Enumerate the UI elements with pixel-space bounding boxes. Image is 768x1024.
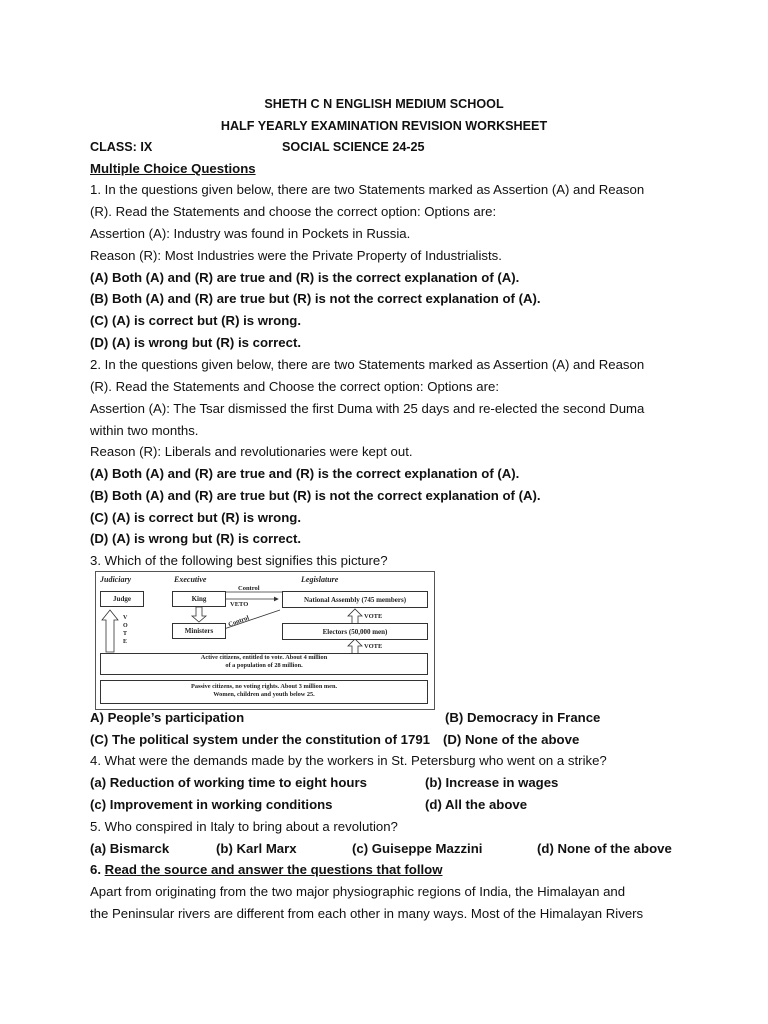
- q4-option-c: (c) Improvement in working conditions: [90, 797, 333, 812]
- diagram-assembly-box: National Assembly (745 members): [282, 591, 428, 608]
- q3-option-d: (D) None of the above: [443, 732, 580, 747]
- q1-option-c: (C) (A) is correct but (R) is wrong.: [90, 313, 301, 328]
- section-title: Multiple Choice Questions: [90, 161, 256, 176]
- active-citizens-line1: Active citizens, entitled to vote. About 4 million: [200, 654, 328, 661]
- q2-option-c: (C) (A) is correct but (R) is wrong.: [90, 510, 301, 525]
- q1-line1: 1. In the questions given below, there are two Statements marked as Assertion (A) and Reason: [90, 182, 645, 197]
- q6-heading: [90, 862, 442, 878]
- q2-reason: Reason (R): Liberals and revolutionaries were kept out.: [90, 444, 413, 459]
- q2-line2: (R). Read the Statements and Choose the correct option: Options are:: [90, 379, 500, 394]
- q2-assertion-2: within two months.: [90, 423, 199, 438]
- diagram-passive-citizens: [100, 680, 428, 704]
- diagram-vote-label-1: VOTE: [364, 613, 383, 620]
- subject-label: SOCIAL SCIENCE 24-25: [282, 140, 425, 154]
- q2-option-a: (A) Both (A) and (R) are true and (R) is the correct explanation of (A).: [90, 466, 520, 481]
- diagram-control-top: Control: [238, 585, 260, 592]
- q4-question: 4. What were the demands made by the workers in St. Petersburg who went on a strike?: [90, 753, 607, 768]
- q1-option-d: (D) (A) is wrong but (R) is correct.: [90, 335, 301, 350]
- diagram-judge-box: Judge: [100, 591, 144, 607]
- school-name: SHETH C N ENGLISH MEDIUM SCHOOL: [264, 97, 504, 111]
- passive-citizens-line1: Passive citizens, no voting rights. About 3 million men.: [190, 683, 338, 690]
- diagram-vote-label-2: VOTE: [364, 643, 383, 650]
- q5-option-d: (d) None of the above: [537, 841, 672, 856]
- q2-option-b: (B) Both (A) and (R) are true but (R) is not the correct explanation of (A).: [90, 488, 541, 503]
- q1-reason: Reason (R): Most Industries were the Private Property of Industrialists.: [90, 248, 502, 263]
- diagram-electors-box: Electors (50,000 men): [282, 623, 428, 640]
- q4-option-d: (d) All the above: [425, 797, 528, 812]
- q1-option-a: (A) Both (A) and (R) are true and (R) is the correct explanation of (A).: [90, 270, 520, 285]
- q6-read: Read: [104, 862, 137, 877]
- diagram-control-diagonal: Control: [227, 614, 251, 629]
- diagram-legislature-heading: Legislature: [301, 575, 339, 584]
- q1-option-b: (B) Both (A) and (R) are true but (R) is not the correct explanation of (A).: [90, 291, 541, 306]
- q6-number: 6.: [90, 862, 105, 877]
- q6-paragraph-line1: Apart from originating from the two major physiographic regions of India, the Himalayan and: [90, 884, 626, 899]
- diagram-active-citizens: [100, 653, 428, 675]
- worksheet-title: HALF YEARLY EXAMINATION REVISION WORKSHEET: [220, 119, 548, 133]
- q4-option-a: (a) Reduction of working time to eight hours: [90, 775, 367, 790]
- q3-option-a: A) People’s participation: [90, 710, 245, 725]
- active-citizens-line2: of a population of 28 million.: [225, 662, 303, 669]
- q5-option-b: (b) Karl Marx: [216, 841, 297, 856]
- q4-option-b: (b) Increase in wages: [425, 775, 559, 790]
- class-label: CLASS: IX: [90, 140, 153, 154]
- q2-line1: 2. In the questions given below, there are two Statements marked as Assertion (A) and Reason: [90, 357, 645, 372]
- q3-question: 3. Which of the following best signifies this picture?: [90, 553, 388, 568]
- diagram-king-box: King: [172, 591, 226, 607]
- constitution-diagram: [95, 571, 435, 710]
- q1-assertion: Assertion (A): Industry was found in Pockets in Russia.: [90, 226, 411, 241]
- q3-option-b: (B) Democracy in France: [445, 710, 601, 725]
- q2-option-d: (D) (A) is wrong but (R) is correct.: [90, 531, 301, 546]
- q2-assertion-1: Assertion (A): The Tsar dismissed the first Duma with 25 days and re-elected the second Duma: [90, 401, 645, 416]
- q5-question: 5. Who conspired in Italy to bring about a revolution?: [90, 819, 398, 834]
- diagram-veto-label: VETO: [230, 601, 249, 608]
- q6-paragraph-line2: the Peninsular rivers are different from each other in many ways. Most of the Himalayan Rivers: [90, 906, 644, 921]
- q5-option-a: (a) Bismarck: [90, 841, 170, 856]
- diagram-vote-vertical: V O T E: [123, 615, 128, 645]
- diagram-executive-heading: Executive: [174, 575, 207, 584]
- diagram-judiciary-heading: Judiciary: [100, 575, 132, 584]
- passive-citizens-line2: Women, children and youth below 25.: [213, 691, 315, 698]
- q1-line2: (R). Read the Statements and choose the correct option: Options are:: [90, 204, 497, 219]
- q5-option-c: (c) Guiseppe Mazzini: [352, 841, 483, 856]
- diagram-ministers-box: Ministers: [172, 623, 226, 639]
- q3-option-c: (C) The political system under the constitution of 1791: [90, 732, 430, 747]
- q6-instruction: the source and answer the questions that follow: [136, 862, 443, 877]
